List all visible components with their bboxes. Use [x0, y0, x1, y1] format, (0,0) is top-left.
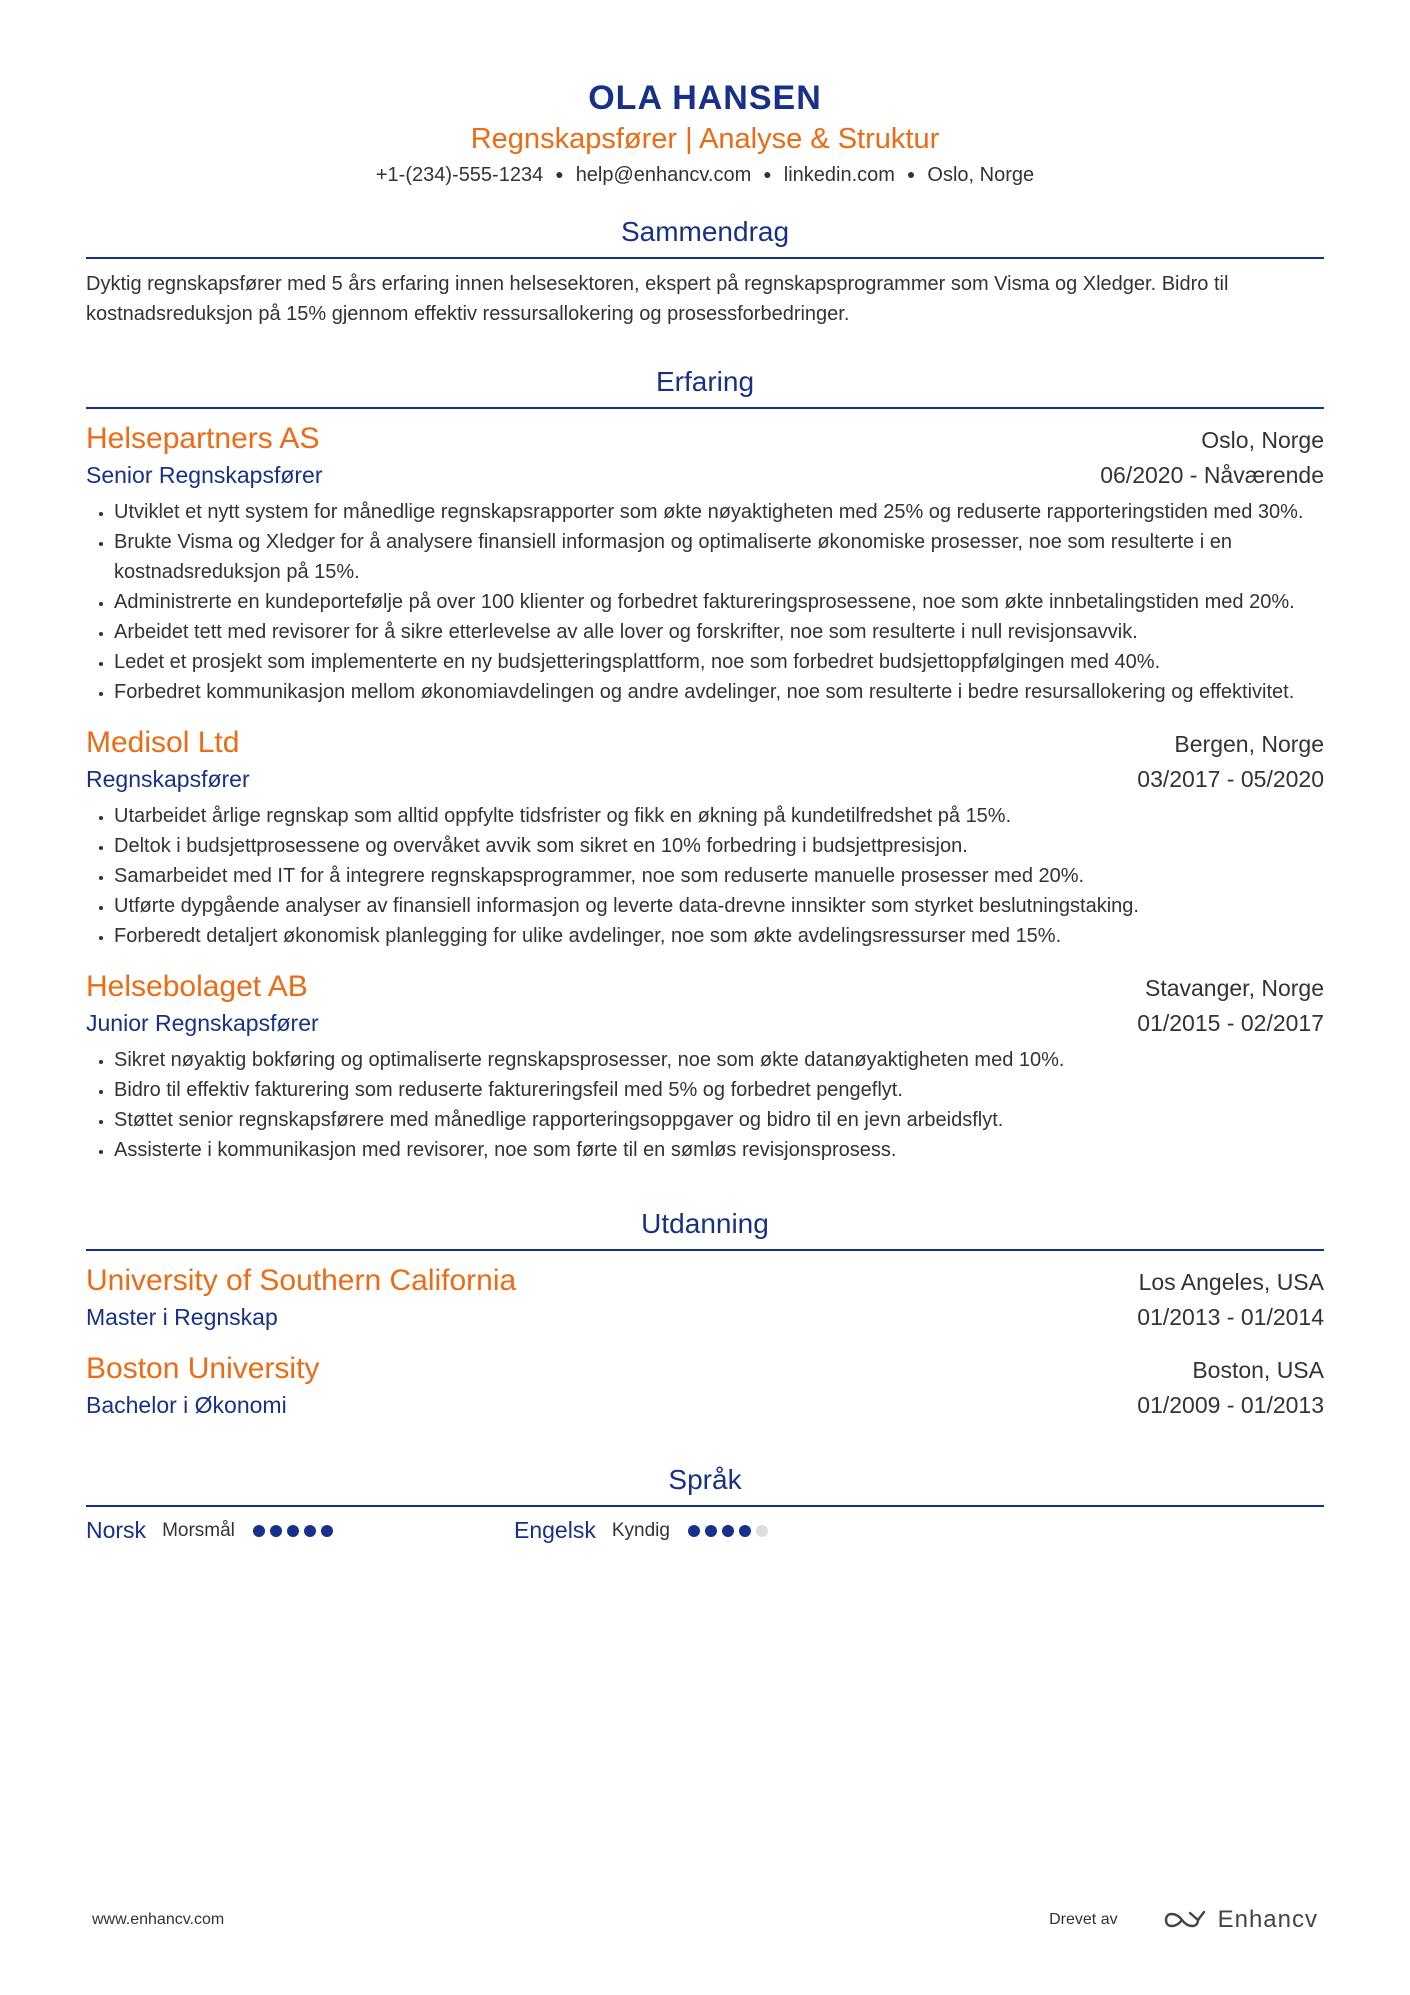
contact-location: Oslo, Norge: [927, 164, 1035, 186]
job-title: Senior Regnskapsfører: [86, 462, 323, 488]
languages-section: [86, 1461, 1324, 1544]
footer-url[interactable]: www.enhancv.com: [92, 1911, 225, 1928]
school-location: Los Angeles, USA: [1138, 1269, 1324, 1295]
job-title: Regnskapsfører: [86, 766, 250, 792]
experience-header-row: [86, 419, 1324, 459]
achievement-item: • Brukte Visma og Xledger for å analysere finansiell informasjon og optimaliserte økonomiske prosesser, noe som resulterte i en kostnadsreduksjon på 15%.: [114, 527, 1324, 587]
separator-icon: ●: [906, 166, 916, 182]
separator-icon: ●: [555, 166, 564, 182]
job-dates: 03/2017 - 05/2020: [1137, 766, 1324, 792]
company-name: Helsebolaget AB: [86, 970, 308, 1003]
degree-name: Master i Regnskap: [86, 1304, 278, 1330]
education-degree-row: [86, 1301, 1324, 1333]
company-location: Stavanger, Norge: [1144, 975, 1324, 1001]
language-level: Kyndig: [611, 1519, 670, 1541]
education-entry: [86, 1349, 1324, 1421]
achievement-item: • Utarbeidet årlige regnskap som alltid oppfylte tidsfrister og fikk en økning på kundetilfredshet på 15%.: [114, 801, 1324, 831]
achievement-item: • Sikret nøyaktig bokføring og optimaliserte regnskapsprosesser, noe som økte datanøyaktigheten med 10%.: [114, 1045, 1324, 1075]
resume-header: [86, 76, 1324, 189]
separator-icon: ●: [763, 166, 772, 182]
education-dates: 01/2009 - 01/2013: [1137, 1392, 1324, 1418]
education-header-row: [86, 1349, 1324, 1389]
achievement-list: [86, 497, 1324, 707]
experience-entry: [86, 967, 1324, 1165]
candidate-headline: Regnskapsfører | Analyse & Struktur: [470, 123, 940, 155]
education-section: [86, 1205, 1324, 1421]
rating-dot-filled-icon: [253, 1525, 265, 1537]
company-location: Oslo, Norge: [1201, 427, 1324, 453]
achievement-item: • Bidro til effektiv fakturering som reduserte faktureringsfeil med 5% og forbedret pengeflyt.: [114, 1075, 1324, 1105]
summary-section: [86, 213, 1324, 329]
language-item: [86, 1517, 514, 1544]
achievement-item: • Administrerte en kundeportefølje på over 100 klienter og forbedret faktureringsprosessene, noe som økte innbetalingstiden med 20%.: [114, 587, 1324, 617]
achievement-item: • Deltok i budsjettprosessene og overvåket avvik som sikret en 10% forbedring i budsjettpresisjon.: [114, 831, 1324, 861]
education-dates: 01/2013 - 01/2014: [1137, 1304, 1324, 1330]
rating-dot-filled-icon: [287, 1525, 299, 1537]
contact-linkedin[interactable]: linkedin.com: [783, 164, 895, 186]
experience-section: [86, 363, 1324, 1165]
language-list: [86, 1517, 1324, 1544]
experience-entry: [86, 419, 1324, 707]
experience-role-row: [86, 459, 1324, 491]
education-entry: [86, 1261, 1324, 1333]
resume-content: [86, 76, 1324, 1544]
school-name: Boston University: [86, 1352, 320, 1385]
section-title-summary: Sammendrag: [86, 213, 1324, 259]
achievement-item: • Ledet et prosjekt som implementerte en ny budsjetteringsplattform, noe som forbedret budsjettoppfølgingen med 40%.: [114, 647, 1324, 677]
language-item: [514, 1517, 942, 1544]
company-name: Medisol Ltd: [86, 726, 240, 759]
contact-line: [86, 160, 1324, 189]
enhancv-logo-icon: [1162, 1908, 1208, 1932]
school-location: Boston, USA: [1192, 1357, 1324, 1383]
rating-dot-empty-icon: [756, 1525, 768, 1537]
experience-role-row: [86, 1007, 1324, 1039]
rating-dot-filled-icon: [722, 1525, 734, 1537]
school-name: University of Southern California: [86, 1264, 517, 1297]
rating-dot-filled-icon: [739, 1525, 751, 1537]
contact-phone: +1-(234)-555-1234: [375, 164, 544, 186]
brand-name: Enhancv: [1217, 1906, 1318, 1933]
achievement-list: [86, 801, 1324, 951]
education-header-row: [86, 1261, 1324, 1301]
experience-header-row: [86, 723, 1324, 763]
powered-by-label: Drevet av: [1049, 1911, 1118, 1928]
language-level: Morsmål: [162, 1519, 235, 1541]
achievement-item: • Forbedret kommunikasjon mellom økonomiavdelingen og andre avdelinger, noe som resulterte i bedre resursallokering og effektivitet.: [114, 677, 1324, 707]
company-location: Bergen, Norge: [1174, 731, 1324, 757]
section-title-languages: Språk: [86, 1461, 1324, 1507]
job-dates: 01/2015 - 02/2017: [1137, 1010, 1324, 1036]
education-degree-row: [86, 1389, 1324, 1421]
achievement-item: • Arbeidet tett med revisorer for å sikre etterlevelse av alle lover og forskrifter, noe som resulterte i null revisjonsavvik.: [114, 617, 1324, 647]
contact-email[interactable]: help@enhancv.com: [575, 164, 752, 186]
achievement-item: • Forberedt detaljert økonomisk planlegging for ulike avdelinger, noe som økte avdelingsressurser med 15%.: [114, 921, 1324, 951]
rating-dot-filled-icon: [688, 1525, 700, 1537]
achievement-item: • Assisterte i kommunikasjon med revisorer, noe som førte til en sømløs revisjonsprosess.: [114, 1135, 1324, 1165]
footer-brand-area: [1049, 1906, 1318, 1934]
candidate-name: OLA HANSEN: [588, 79, 822, 117]
language-name: Norsk: [86, 1517, 147, 1543]
education-list: [86, 1261, 1324, 1421]
achievement-list: [86, 1045, 1324, 1165]
job-dates: 06/2020 - Nåværende: [1100, 462, 1324, 488]
rating-dot-filled-icon: [270, 1525, 282, 1537]
proficiency-rating: [253, 1525, 338, 1537]
rating-dot-filled-icon: [304, 1525, 316, 1537]
section-title-experience: Erfaring: [86, 363, 1324, 409]
brand-logo[interactable]: [1162, 1906, 1318, 1934]
section-title-education: Utdanning: [86, 1205, 1324, 1251]
experience-header-row: [86, 967, 1324, 1007]
footer: [92, 1906, 1318, 1934]
language-name: Engelsk: [514, 1517, 596, 1543]
rating-dot-filled-icon: [705, 1525, 717, 1537]
job-title: Junior Regnskapsfører: [86, 1010, 319, 1036]
degree-name: Bachelor i Økonomi: [86, 1392, 287, 1418]
rating-dot-filled-icon: [321, 1525, 333, 1537]
experience-entry: [86, 723, 1324, 951]
experience-role-row: [86, 763, 1324, 795]
proficiency-rating: [688, 1525, 773, 1537]
company-name: Helsepartners AS: [86, 422, 320, 455]
summary-text: Dyktig regnskapsfører med 5 års erfaring innen helsesektoren, ekspert på regnskapsprogrammer som Visma og Xledger. Bidro til kostnadsreduksjon på 15% gjennom effektiv ressursallokering og prosessforbedringer.: [86, 273, 1229, 325]
achievement-item: • Støttet senior regnskapsførere med månedlige rapporteringsoppgaver og bidro til en jevn arbeidsflyt.: [114, 1105, 1324, 1135]
achievement-item: • Utviklet et nytt system for månedlige regnskapsrapporter som økte nøyaktigheten med 25% og reduserte rapporteringstiden med 30%.: [114, 497, 1324, 527]
achievement-item: • Samarbeidet med IT for å integrere regnskapsprogrammer, noe som reduserte manuelle prosesser med 20%.: [114, 861, 1324, 891]
achievement-item: • Utførte dypgående analyser av finansiell informasjon og leverte data-drevne innsikter som styrket beslutningstaking.: [114, 891, 1324, 921]
experience-list: [86, 419, 1324, 1165]
